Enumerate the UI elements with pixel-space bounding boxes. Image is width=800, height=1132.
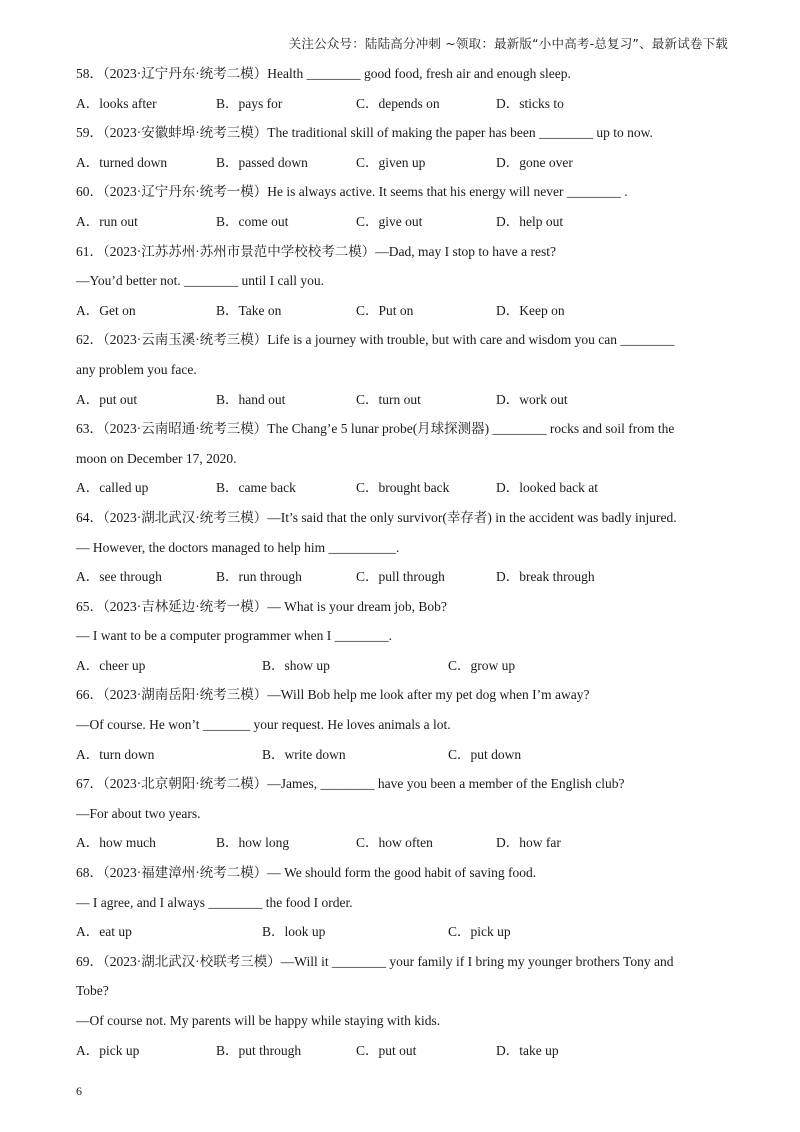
question-line: —For about two years. bbox=[76, 805, 201, 821]
answer-option: D．take up bbox=[496, 1042, 559, 1058]
answer-option: B．run through bbox=[216, 569, 302, 585]
question-stem: 67．（2023·北京朝阳·统考二模）—James, ________ have you been a member of the English club? bbox=[76, 776, 625, 792]
answer-option: A．eat up bbox=[76, 924, 132, 940]
question-block bbox=[76, 59, 736, 118]
answer-option: D．Keep on bbox=[496, 302, 565, 318]
answer-option: A．Get on bbox=[76, 302, 136, 318]
answer-options bbox=[76, 1036, 736, 1066]
question-stem: 59．（2023·安徽蚌埠·统考三模）The traditional skill of making the paper has been ________ up to now. bbox=[76, 125, 653, 141]
answer-option: C．give out bbox=[356, 213, 423, 229]
question-block bbox=[76, 858, 736, 947]
answer-option: A．pick up bbox=[76, 1042, 140, 1058]
question-block bbox=[76, 237, 736, 326]
question-line: — However, the doctors managed to help him __________. bbox=[76, 539, 400, 555]
answer-option: B．hand out bbox=[216, 391, 286, 407]
question-stem: 63．（2023·云南昭通·统考三模）The Chang’e 5 lunar probe(月球探测器) ________ rocks and soil from the bbox=[76, 421, 675, 437]
answer-option: C．depends on bbox=[356, 95, 440, 111]
answer-option: A．turn down bbox=[76, 746, 155, 762]
answer-option: B．show up bbox=[262, 657, 330, 673]
answer-option: A．how much bbox=[76, 835, 156, 851]
answer-options bbox=[76, 148, 736, 178]
answer-option: C．given up bbox=[356, 154, 426, 170]
question-line: moon on December 17, 2020. bbox=[76, 450, 237, 466]
answer-option: C．brought back bbox=[356, 480, 450, 496]
question-line: — I want to be a computer programmer when I ________. bbox=[76, 628, 393, 644]
answer-option: A．looks after bbox=[76, 95, 157, 111]
question-block bbox=[76, 503, 736, 592]
answer-option: D．break through bbox=[496, 569, 595, 585]
answer-options bbox=[76, 207, 736, 237]
answer-option: C．pick up bbox=[448, 924, 511, 940]
question-block bbox=[76, 947, 736, 1065]
answer-option: C．put out bbox=[356, 1042, 417, 1058]
answer-option: B．came back bbox=[216, 480, 296, 496]
answer-option: C．put down bbox=[448, 746, 522, 762]
answer-option: C．pull through bbox=[356, 569, 445, 585]
answer-option: D．help out bbox=[496, 213, 564, 229]
question-block bbox=[76, 414, 736, 503]
page-header: 关注公众号：陆陆高分冲刺 ~领取：最新版“小中高考-总复习”、最新试卷下载 bbox=[288, 36, 728, 51]
question-list bbox=[76, 59, 736, 1065]
answer-options bbox=[76, 473, 736, 503]
answer-option: A．see through bbox=[76, 569, 162, 585]
answer-option: D．how far bbox=[496, 835, 561, 851]
answer-option: B．pays for bbox=[216, 95, 283, 111]
question-line: —Of course. He won’t _______ your request. He loves animals a lot. bbox=[76, 717, 451, 733]
answer-options bbox=[76, 296, 736, 326]
answer-option: B．how long bbox=[216, 835, 290, 851]
answer-option: D．looked back at bbox=[496, 480, 598, 496]
answer-option: C．grow up bbox=[448, 657, 516, 673]
question-block bbox=[76, 118, 736, 177]
answer-option: B．passed down bbox=[216, 154, 308, 170]
answer-option: B．Take on bbox=[216, 302, 282, 318]
answer-option: A．put out bbox=[76, 391, 138, 407]
answer-option: A．called up bbox=[76, 480, 149, 496]
answer-option: D．work out bbox=[496, 391, 568, 407]
answer-option: D．gone over bbox=[496, 154, 573, 170]
answer-option: B．write down bbox=[262, 746, 346, 762]
question-block bbox=[76, 680, 736, 769]
answer-options bbox=[76, 651, 736, 681]
question-stem: 68．（2023·福建漳州·统考二模）— We should form the good habit of saving food. bbox=[76, 865, 537, 881]
question-line: —You’d better not. ________ until I call you. bbox=[76, 273, 324, 289]
answer-option: B．come out bbox=[216, 213, 289, 229]
question-stem: 64．（2023·湖北武汉·统考三模）—It’s said that the only survivor(幸存者) in the accident was badly injured. bbox=[76, 509, 677, 525]
answer-options bbox=[76, 828, 736, 858]
answer-options bbox=[76, 89, 736, 119]
answer-option: A．turned down bbox=[76, 154, 168, 170]
answer-option: D．sticks to bbox=[496, 95, 564, 111]
answer-option: A．run out bbox=[76, 213, 138, 229]
question-line: — I agree, and I always ________ the food I order. bbox=[76, 894, 353, 910]
answer-options bbox=[76, 385, 736, 415]
question-line: Tobe? bbox=[76, 983, 109, 999]
answer-option: C．how often bbox=[356, 835, 433, 851]
answer-options bbox=[76, 740, 736, 770]
question-block bbox=[76, 325, 736, 414]
question-stem: 65．（2023·吉林延边·统考一模）— What is your dream job, Bob? bbox=[76, 598, 447, 614]
question-stem: 66．（2023·湖南岳阳·统考三模）—Will Bob help me look after my pet dog when I’m away? bbox=[76, 687, 590, 703]
question-block bbox=[76, 769, 736, 858]
answer-options bbox=[76, 917, 736, 947]
question-block bbox=[76, 177, 736, 236]
page-number: 6 bbox=[76, 1084, 82, 1098]
answer-option: C．turn out bbox=[356, 391, 421, 407]
answer-option: C．Put on bbox=[356, 302, 414, 318]
question-line: —Of course not. My parents will be happy while staying with kids. bbox=[76, 1013, 441, 1028]
question-stem: 61．（2023·江苏苏州·苏州市景范中学校校考二模）—Dad, may I stop to have a rest? bbox=[76, 243, 556, 259]
question-stem: 69．（2023·湖北武汉·校联考三模）—Will it ________ your family if I bring my younger brothers Tony and bbox=[76, 953, 674, 969]
answer-option: A．cheer up bbox=[76, 657, 146, 673]
question-stem: 62．（2023·云南玉溪·统考三模）Life is a journey with trouble, but with care and wisdom you can ________ bbox=[76, 332, 675, 348]
question-line: any problem you face. bbox=[76, 361, 197, 377]
question-stem: 58．（2023·辽宁丹东·统考二模）Health ________ good food, fresh air and enough sleep. bbox=[76, 66, 571, 81]
question-block bbox=[76, 592, 736, 681]
answer-option: B．put through bbox=[216, 1042, 302, 1058]
question-stem: 60．（2023·辽宁丹东·统考一模）He is always active. It seems that his energy will never ________ . bbox=[76, 184, 628, 200]
answer-option: B．look up bbox=[262, 924, 326, 940]
answer-options bbox=[76, 562, 736, 592]
